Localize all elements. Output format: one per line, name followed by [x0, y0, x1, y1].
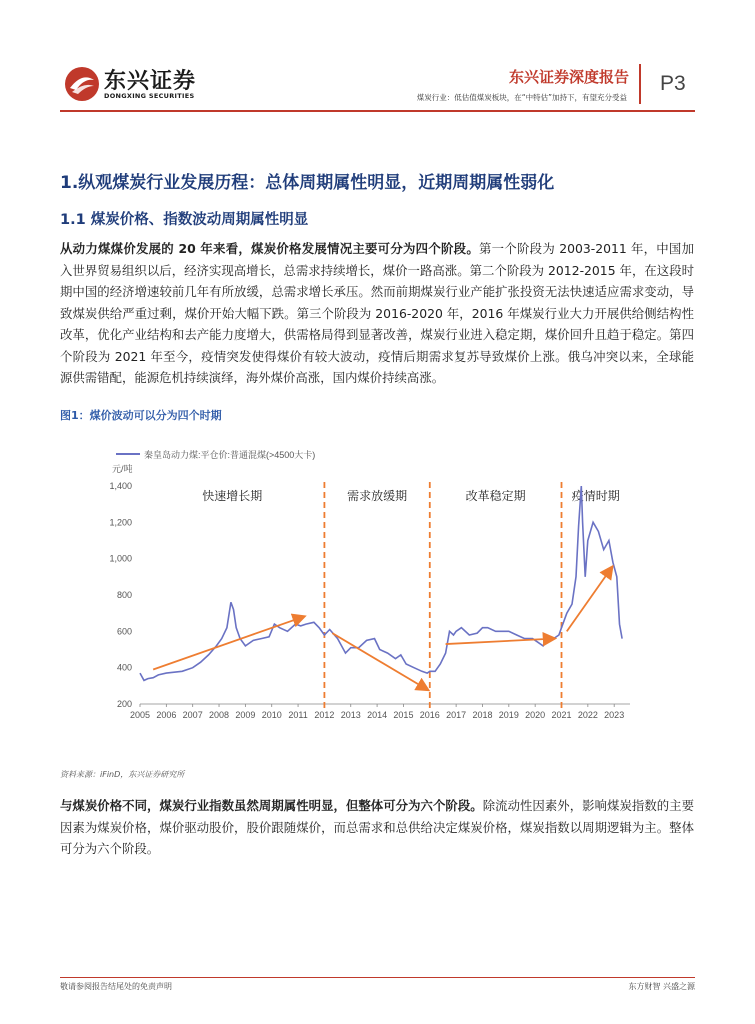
report-subtitle: 煤炭行业：低估值煤炭板块，在“中特估”加持下，有望充分受益: [416, 93, 627, 102]
x-tick-label: 2016: [419, 710, 440, 720]
coal-price-chart: [90, 432, 650, 732]
report-type: 东兴证券深度报告: [508, 68, 629, 86]
section-heading: 1.纵观煤炭行业发展历程：总体周期属性明显，近期周期属性弱化: [60, 173, 555, 193]
phase-label: 改革稳定期: [465, 489, 526, 503]
phase-label: 需求放缓期: [347, 489, 408, 503]
x-tick-label: 2011: [288, 710, 308, 720]
paragraph-price-phases: [60, 238, 694, 389]
footer-slogan: 东方财智 兴盛之源: [628, 982, 695, 991]
header-rule: [60, 110, 695, 112]
brand-name-en: DONGXING SECURITIES: [104, 92, 195, 100]
x-tick-label: 2009: [235, 710, 256, 720]
x-tick-label: 2010: [261, 710, 282, 720]
phase-label: 疫情时期: [571, 489, 620, 503]
trend-arrow: [332, 633, 427, 689]
x-tick-label: 2007: [182, 710, 203, 720]
x-tick-label: 2022: [577, 710, 598, 720]
footer-rule: [60, 977, 695, 978]
x-tick-label: 2014: [367, 710, 388, 720]
trend-arrow: [153, 617, 303, 670]
paragraph-lead: 与煤炭价格不同，煤炭行业指数虽然周期属性明显，但整体可分为六个阶段。: [60, 798, 483, 813]
y-tick-label: 1,400: [109, 481, 132, 491]
y-tick-label: 600: [116, 626, 132, 637]
legend-label: 秦皇岛动力煤:平仓价:普通混煤(>4500大卡): [144, 450, 316, 460]
x-tick-label: 2008: [209, 710, 230, 720]
phase-label: 快速增长期: [202, 489, 263, 503]
x-tick-label: 2015: [393, 710, 414, 720]
paragraph-lead: 从动力煤煤价发展的 20 年来看，煤炭价格发展情况主要可分为四个阶段。: [60, 241, 479, 256]
subsection-heading: 1.1 煤炭价格、指数波动周期属性明显: [60, 212, 309, 228]
brand-name-cn: 东兴证券: [104, 69, 197, 94]
figure-source: 资料来源：iFinD，东兴证券研究所: [60, 770, 185, 779]
x-tick-label: 2012: [314, 710, 335, 720]
x-tick-label: 2018: [472, 710, 493, 720]
x-tick-label: 2021: [551, 710, 572, 720]
brand-logo-icon: [64, 66, 100, 102]
paragraph-body: 除流动性因素外，影响煤炭指数的主要因素为煤炭价格，煤价驱动股价，股价跟随煤价，而总需求和总供给决定煤炭价格，煤炭指数以周期逻辑为主。整体可分为六个阶段。: [60, 798, 695, 856]
paragraph-body: 第一个阶段为 2003-2011 年，中国加入世界贸易组织以后，经济实现高增长，总需求持续增长，煤价一路高涨。第二个阶段为 2012-2015 年，在这段时期中国的经济增速较前几年有所放缓，总需求增长承压。然而前期煤炭行业产能扩张投资无法快速适应需求变动，导致煤炭供给严重过剩，煤价开始大幅下跌。第三个阶段为 2016-2020 年，2016 年煤炭行业大力开展供给侧结构性改革，优化产业结构和去产能力度增大，供需格局得到显著改善，煤炭行业进入稳定期，煤价回升且趋于稳定。第四个阶段为 2021 年至今，疫情突发使得煤价有较大波动，疫情后期需求复苏导致煤价上涨。俄乌冲突以来，全球能源供需错配，能源危机持续演绎，海外煤价高涨，国内煤价持续高涨。: [60, 241, 694, 385]
trend-arrow: [567, 568, 612, 632]
y-tick-label: 1,000: [109, 553, 132, 564]
y-tick-label: 800: [116, 590, 132, 600]
y-tick-label: 200: [116, 699, 132, 709]
x-tick-label: 2013: [340, 710, 361, 720]
x-tick-label: 2005: [129, 710, 151, 720]
x-tick-label: 2020: [525, 710, 546, 720]
x-tick-label: 2023: [604, 710, 625, 720]
x-tick-label: 2017: [446, 710, 467, 720]
x-tick-label: 2019: [498, 710, 519, 720]
y-tick-label: 400: [116, 662, 132, 673]
paragraph-index-phases: [60, 795, 694, 860]
x-tick-label: 2006: [156, 710, 177, 720]
y-tick-label: 1,200: [109, 517, 132, 528]
page-number: P3: [660, 72, 686, 95]
y-axis-label: 元/吨: [112, 464, 133, 474]
footer-disclaimer: 敬请参阅报告结尾处的免责声明: [60, 982, 172, 991]
price-series-line: [140, 486, 622, 680]
header-divider: [639, 64, 641, 104]
figure-title: 图1：煤价波动可以分为四个时期: [60, 409, 222, 422]
